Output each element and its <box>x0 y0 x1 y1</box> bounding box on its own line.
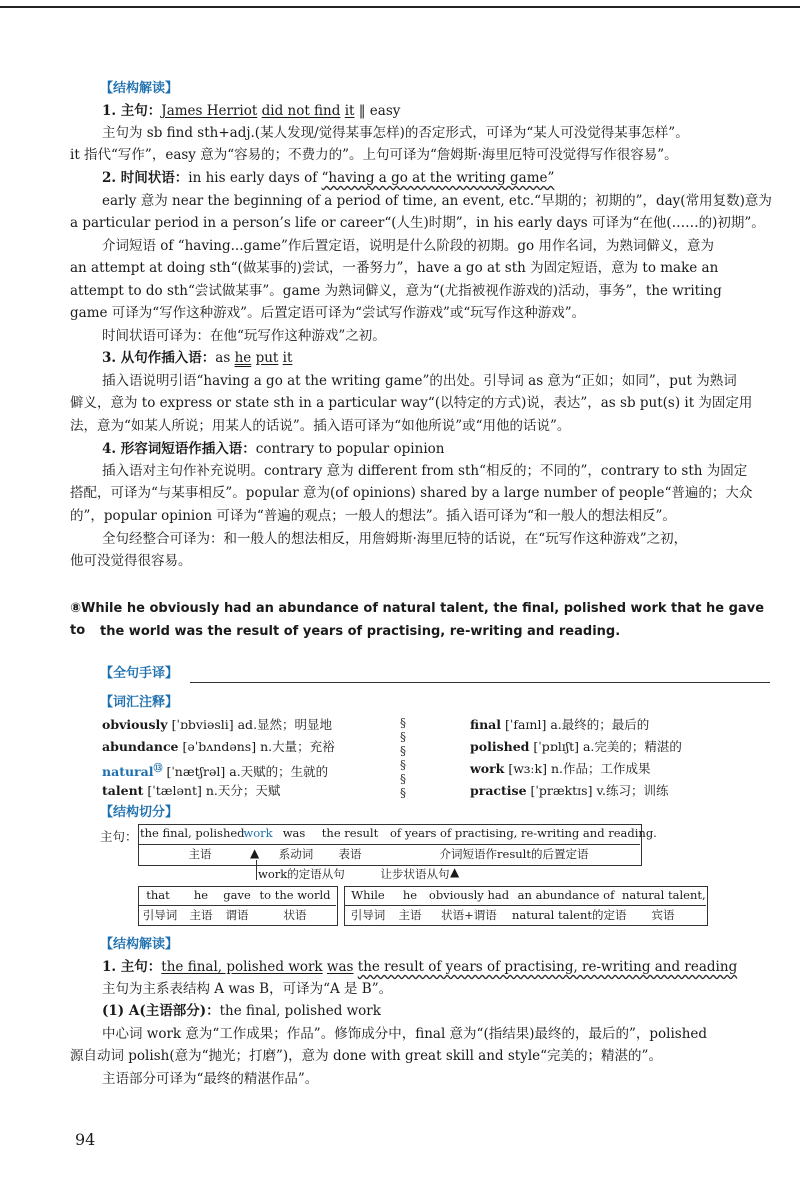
paragraph-line: attempt to do sth“尝试做某事”。game 为熟词僻义，意为“(尤指被视作游戏的)活动，事务”，the writing <box>70 283 722 299</box>
clause2-label: 引导词 <box>350 908 386 922</box>
s8-subject: the final, polished work <box>161 959 323 975</box>
s8-sub-1 <box>102 1002 381 1020</box>
vocab-item <box>470 738 682 756</box>
point-2-quote: “having a go at the writing game” <box>321 170 555 186</box>
s8-predicative: the result of years of practising, re-writing and reading <box>357 959 738 975</box>
paragraph-line: it 指代“写作”，easy 意为“容易的；不费力的”。上句可译为“詹姆斯·海里厄特可没觉得写作很容易”。 <box>70 147 678 163</box>
vocab-ipa: [ˈpræktɪs] <box>530 783 593 798</box>
main-clause-divider <box>138 844 640 845</box>
main-clause-label: 主句： <box>100 829 138 844</box>
vocab-ipa: [ˈpɒlɪʃt] <box>533 739 579 754</box>
paragraph-line: 插入语说明引语“having a go at the writing game”的出处。引导词 as 意为“正如；如同”，put 为熟词 <box>102 373 737 389</box>
clause1-word: he <box>193 888 209 902</box>
vocab-item <box>470 760 650 778</box>
vocab-def: n.作品；工作成果 <box>550 761 651 776</box>
paragraph-line: 僻义，意为 to express or state sth in a particular way“(以特定的方式)说，表达”，as sb put(s) it 为固定用 <box>70 395 753 411</box>
clause1-word: to the world <box>259 888 331 902</box>
point-2-head: in his early days of <box>188 170 318 186</box>
paragraph-line: a particular period in a person’s life or career“(人生)时期”，in his early days 可译为“在他(……的)初期”。 <box>70 215 765 231</box>
structure-split-heading: 【结构切分】 <box>100 805 179 820</box>
s8-point-1-title: 1. 主句： <box>102 959 162 975</box>
clause2-label: 状语+谓语 <box>441 908 497 922</box>
main-word-predicative: the result <box>321 826 379 840</box>
paragraph-line: 法，意为“如某人所说；用某人的话说”。插入语可译为“如他所说”或“用他的话说”。 <box>70 418 571 434</box>
clause1-label: 主语 <box>189 908 213 922</box>
predicate: did not find <box>261 103 341 119</box>
clause1-label: 引导词 <box>142 908 178 922</box>
point-3 <box>102 349 292 367</box>
vocab-item <box>102 738 335 756</box>
note-relative-clause: work的定语从句 <box>258 867 345 881</box>
main-word-subject-head: work <box>243 826 273 840</box>
s8-sub-1-head: the final, polished work <box>219 1003 381 1019</box>
column-divider-ornament: § § § § § § <box>400 716 406 800</box>
main-word-verb: was <box>282 826 306 840</box>
point-2 <box>102 169 554 187</box>
translation-blank-line[interactable] <box>190 682 770 683</box>
clause1-word: gave <box>223 888 251 902</box>
structure-analysis-heading: 【结构解读】 <box>100 81 179 96</box>
structure-analysis-heading-2: 【结构解读】 <box>100 937 179 952</box>
main-label-predicative: 表语 <box>338 847 362 861</box>
clause2-word: he <box>402 888 418 902</box>
point-2-title: 2. 时间状语： <box>102 170 189 186</box>
verb: put <box>255 350 279 366</box>
sentence-8-line2: the world was the result of years of practising, re-writing and reading. <box>100 624 621 639</box>
relative-clause-divider <box>138 905 336 906</box>
point-4 <box>102 440 444 458</box>
vocab-def: v.练习；训练 <box>596 783 669 798</box>
point-1 <box>102 102 400 120</box>
vocab-item <box>102 760 328 781</box>
vocab-def: n.大量；充裕 <box>260 739 335 754</box>
arrow-up-icon: ▲ <box>450 865 460 879</box>
arrow-up-icon: ▲ <box>250 846 260 860</box>
vocab-def: n.天分；天赋 <box>205 783 281 798</box>
vocab-word: obviously <box>102 717 168 732</box>
paragraph-line: game 可译为“写作这种游戏”。后置定语可译为“尝试写作游戏”或“玩写作这种游戏”。 <box>70 305 586 321</box>
vocab-mark: ⑬ <box>153 764 163 774</box>
page-number: 94 <box>75 1130 96 1149</box>
paragraph-line: 的”，popular opinion 可译为“普遍的观点；一般人的想法”。插入语可译为“和一般人的想法相反”。 <box>70 508 676 524</box>
vocab-word: abundance <box>102 739 179 754</box>
vocab-word: talent <box>102 783 144 798</box>
s8-point-1 <box>102 958 737 976</box>
point-4-title: 4. 形容词短语作插入语： <box>102 441 256 457</box>
subject: James Herriot <box>161 103 258 119</box>
vocab-ipa: [wɜːk] <box>508 761 547 776</box>
paragraph-line: 主句为主系表结构 A was B，可译为“A 是 B”。 <box>102 981 393 997</box>
main-label-subject: 主语 <box>188 847 212 861</box>
paragraph-line: 他可没觉得很容易。 <box>70 553 192 569</box>
clause1-label: 谓语 <box>225 908 249 922</box>
vocab-def: ad.显然；明显地 <box>237 717 333 732</box>
clause2-label: 主语 <box>398 908 422 922</box>
paragraph-line: 插入语对主句作补充说明。contrary 意为 different from sth“相反的；不同的”，contrary to sth 为固定 <box>102 463 748 479</box>
s8-verb: was <box>326 959 354 975</box>
s8-sub-1-title: (1) A(主语部分)： <box>102 1003 220 1019</box>
vocab-heading: 【词汇注释】 <box>100 695 179 710</box>
note-concessive-clause: 让步状语从句 <box>380 867 450 881</box>
point-1-title: 1. 主句： <box>102 103 162 119</box>
complement: ‖ easy <box>358 103 401 119</box>
clause2-word: natural talent, <box>622 888 706 902</box>
vocab-word: natural <box>102 764 154 780</box>
top-rule <box>0 6 800 8</box>
obj: it <box>282 350 293 366</box>
clause2-word: an abundance of <box>517 888 615 902</box>
vocab-item <box>470 716 649 734</box>
vocab-def: a.天赋的；生就的 <box>229 764 329 780</box>
vocab-def: a.最终的；最后的 <box>550 717 650 732</box>
clause1-label: 状语 <box>283 908 307 922</box>
paragraph-line: 时间状语可译为：在他“玩写作这种游戏”之初。 <box>102 328 386 344</box>
clause2-label: natural talent的定语 <box>512 908 627 922</box>
sentence-8-line1: ⑧While he obviously had an abundance of natural talent, the final, polished work that he gave to <box>70 601 765 638</box>
main-label-verb: 系动词 <box>278 847 314 861</box>
vocab-word: final <box>470 717 502 732</box>
paragraph-line: 全句经整合可译为：和一般人的想法相反，用詹姆斯·海里厄特的话说，在“玩写作这种游戏”之初， <box>102 531 688 547</box>
vocab-def: a.完美的；精湛的 <box>582 739 682 754</box>
vocab-item <box>102 782 280 800</box>
paragraph-line: early 意为 near the beginning of a period of time, an event, etc.“早期的；初期的”，day(常用复数)意为 <box>102 193 772 209</box>
paragraph-line: 搭配，可译为“与某事相反”。popular 意为(of opinions) shared by a large number of people“普遍的；大众 <box>70 485 753 501</box>
object: it <box>344 103 355 119</box>
paragraph-line: 介词短语 of “having...game”作后置定语，说明是什么阶段的初期。go 用作名词，为熟词僻义，意为 <box>102 238 714 254</box>
vocab-word: work <box>470 761 505 776</box>
paragraph-line: an attempt at doing sth“(做某事的)尝试，一番努力”，have a go at sth 为固定短语，意为 to make an <box>70 260 719 276</box>
vocab-ipa: [ˈɒbviəsli] <box>171 717 234 732</box>
clause2-word: While <box>351 888 385 902</box>
concessive-clause-divider <box>344 905 706 906</box>
paragraph-line: 主句为 sb find sth+adj.(某人发现/觉得某事怎样)的否定形式，可译为“某人可没觉得某事怎样”。 <box>102 125 689 141</box>
point-3-title: 3. 从句作插入语： <box>102 350 216 366</box>
vocab-word: polished <box>470 739 530 754</box>
vocab-item <box>470 782 669 800</box>
clause1-word: that <box>146 888 170 902</box>
main-word-subject-mod: the final, polished <box>140 826 245 840</box>
vocab-ipa: [ˈtælənt] <box>147 783 202 798</box>
paragraph-line: 源自动词 polish(意为“抛光；打磨”)，意为 done with great skill and style“完美的；精湛的”。 <box>70 1048 662 1064</box>
main-label-pp: 介词短语作result的后置定语 <box>439 847 589 861</box>
vocab-word: practise <box>470 783 527 798</box>
main-word-pp: of years of practising, re-writing and reading. <box>390 826 657 840</box>
clause2-label: 宾语 <box>651 908 675 922</box>
conj: as <box>215 350 231 366</box>
clause2-word: obviously had <box>428 888 510 902</box>
vocab-ipa: [ˈnætʃrəl] <box>166 764 226 780</box>
point-4-head: contrary to popular opinion <box>255 441 445 457</box>
vocab-item <box>102 716 332 734</box>
translation-heading: 【全句手译】 <box>100 666 179 681</box>
vocab-ipa: [əˈbʌndəns] <box>182 739 257 754</box>
paragraph-line: 中心词 work 意为“工作成果；作品”。修饰成分中，final 意为“(指结果)最终的，最后的”，polished <box>102 1026 708 1042</box>
vocab-ipa: [ˈfaɪnl] <box>505 717 547 732</box>
subj: he <box>234 350 252 366</box>
paragraph-line: 主语部分可译为“最终的精湛作品”。 <box>102 1071 319 1087</box>
